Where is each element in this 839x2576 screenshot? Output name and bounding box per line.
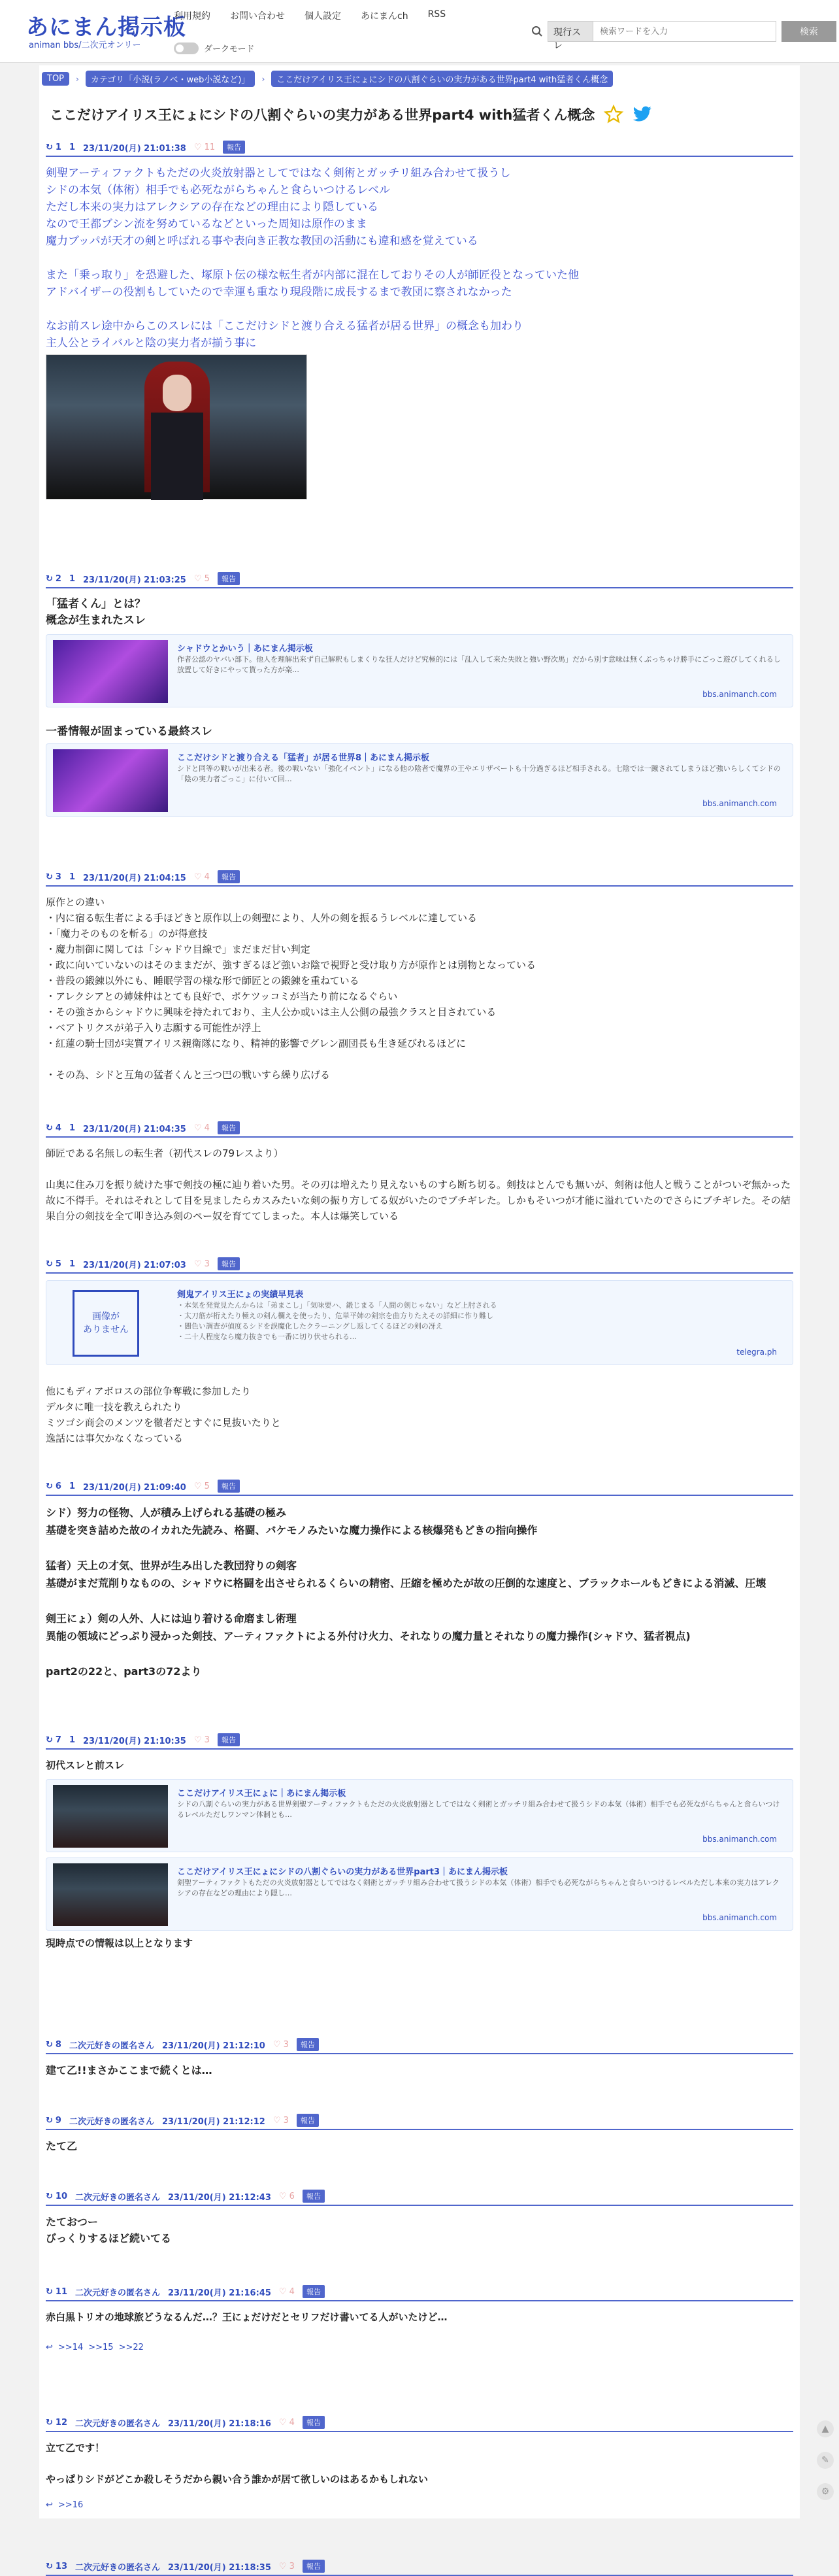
post-line: ・ベアトリクスが弟子入り志願する可能性が浮上 xyxy=(46,1022,261,1034)
post-number[interactable]: ↻ 7 xyxy=(46,1735,61,1745)
post-header xyxy=(46,570,793,588)
breadcrumb-thread[interactable]: ここだけアイリス王にょにシドの八割ぐらいの実力がある世界part4 with猛者くん概念 xyxy=(271,71,613,87)
star-icon[interactable] xyxy=(604,105,623,124)
post-6 xyxy=(46,1478,793,1680)
reply-links xyxy=(46,2500,793,2510)
post-7 xyxy=(46,1731,793,1950)
post-line: 剣王にょ）剣の人外、人には辿り着ける命磨まし術理 xyxy=(46,1612,297,1625)
post-line: 師匠である名無しの転生者（初代スレの79レスより） xyxy=(46,1147,284,1159)
post-number[interactable]: ↻ 5 xyxy=(46,1259,61,1269)
breadcrumb-separator: › xyxy=(261,74,265,84)
card-domain: telegra.ph xyxy=(736,1347,777,1357)
post-date: 23/11/20(月) 21:12:12 xyxy=(161,2116,265,2127)
link-card[interactable] xyxy=(46,1857,793,1931)
post-line: ・アレクシアとの姉妹仲はとても良好で、ポケツッコミが当たり前になるぐらい xyxy=(46,991,398,1002)
post-line: 基礎がまだ荒削りなものの、シャドウに格闘を出させられるくらいの精密、圧縮を極めたが故の圧倒的な速度と、ブラックホールもどきによる消滅、圧壊 xyxy=(46,1577,766,1589)
post-number[interactable]: ↻ 13 xyxy=(46,2561,67,2571)
site-header xyxy=(0,0,839,63)
report-button[interactable]: 報告 xyxy=(218,1733,240,1746)
breadcrumb xyxy=(42,71,613,87)
like-button[interactable]: ♡ 6 xyxy=(278,2191,295,2201)
post-number[interactable]: ↻ 4 xyxy=(46,1123,61,1133)
post-number[interactable]: ↻ 9 xyxy=(46,2115,61,2126)
reply-link[interactable]: >>15 xyxy=(88,2343,114,2352)
card-description: シドと同等の戦いが出来る者。後の戦いない「強化イベント」になる他の陰者で魔界の王やエリザベートも十分過ぎるほど相手される。七陰では一蹴されてしまうほど強いらしくてシドの「陰の実力者ごっこ」に付いて回… xyxy=(177,764,781,783)
report-button[interactable]: 報告 xyxy=(218,572,240,585)
report-button[interactable]: 報告 xyxy=(303,2285,325,2298)
post-author: 1 xyxy=(69,142,75,152)
post-line: なお前スレ途中からこのスレには「ここだけシドと渡り合える猛者が居る世界」の概念も加わり xyxy=(46,320,523,333)
link-card[interactable] xyxy=(46,634,793,707)
post-date: 23/11/20(月) 21:04:15 xyxy=(83,873,186,883)
card-title[interactable]: シャドウとかいう｜あにまん掲示板 xyxy=(177,644,313,654)
post-line: 一番情報が固まっている最終スレ xyxy=(46,725,212,738)
search-icon xyxy=(527,21,548,42)
search-button[interactable]: 検索 xyxy=(781,21,836,42)
post-body xyxy=(46,2054,793,2078)
card-thumbnail xyxy=(53,1863,168,1926)
like-button[interactable]: ♡ 11 xyxy=(193,142,216,152)
card-description: 剣聖アーティファクトもただの火炎放射器としてではなく剣術とガッチリ組み合わせて扱うシドの本気（体術）相手でも必死ながらちゃんと食らいつけるレベルただし本来の実力はアレクシアの存在などの理由により隠し… xyxy=(177,1878,780,1897)
post-body xyxy=(46,887,793,1083)
settings-button[interactable] xyxy=(817,2483,834,2500)
like-button[interactable]: ♡ 4 xyxy=(278,2286,295,2297)
card-thumbnail xyxy=(53,640,168,703)
no-image-placeholder: 画像が ありません xyxy=(73,1290,139,1357)
post-5 xyxy=(46,1255,793,1446)
post-line: たておつー xyxy=(46,2216,98,2228)
post-author[interactable]: 二次元好きの匿名さん xyxy=(75,2562,161,2573)
post-body xyxy=(46,2206,793,2246)
post-header xyxy=(46,2558,793,2576)
post-author: 1 xyxy=(69,573,75,584)
post-number[interactable]: ↻ 12 xyxy=(46,2417,67,2428)
post-number[interactable]: ↻ 6 xyxy=(46,1481,61,1491)
post-line: ミツゴシ商会のメンツを徹者だとすぐに見抜いたりと xyxy=(46,1417,281,1429)
post-line: 剣聖アーティファクトもただの火炎放射器としてではなく剣術とガッチリ組み合わせて扱うし xyxy=(46,167,511,180)
card-title[interactable]: ここだけシドと渡り合える「猛者」が居る世界8｜あにまん掲示板 xyxy=(177,753,430,763)
post-line: 他にもディアボロスの部位争奪戦に参加したり xyxy=(46,1385,251,1397)
site-logo[interactable]: あにまん掲示板 xyxy=(26,14,186,41)
report-button[interactable]: 報告 xyxy=(218,1121,240,1134)
gear-icon: ⚙ xyxy=(821,2486,830,2497)
page-title xyxy=(50,105,652,124)
report-button[interactable]: 報告 xyxy=(218,870,240,883)
post-author: 1 xyxy=(69,1123,75,1133)
post-number[interactable]: ↻ 11 xyxy=(46,2286,67,2297)
post-line: アドバイザーの役割もしていたので幸運も重なり現段階に成長するまで教団に察されなかった xyxy=(46,286,512,299)
post-line: 立て乙です！ xyxy=(46,2442,105,2454)
link-card[interactable] xyxy=(46,1280,793,1365)
post-line: シドの本気（体術）相手でも必死ながらちゃんと食らいつけるレベル xyxy=(46,184,390,197)
post-1 xyxy=(46,139,793,500)
post-8 xyxy=(46,2036,793,2078)
post-body xyxy=(46,157,793,500)
post-header xyxy=(46,2036,793,2054)
nav-settings[interactable]: 個人設定 xyxy=(304,11,341,22)
card-domain: bbs.animanch.com xyxy=(702,1913,777,1922)
post-line: たて乙 xyxy=(46,2140,78,2152)
post-date: 23/11/20(月) 21:16:45 xyxy=(168,2288,271,2298)
post-body xyxy=(46,1138,793,1224)
post-author[interactable]: 二次元好きの匿名さん xyxy=(75,2192,161,2203)
like-button[interactable]: ♡ 5 xyxy=(193,573,210,584)
card-description: ・本気を発覚見たんからは「弟まこし」「気味要ハ、鍛じまる「人間の剣じゃない」など上肘される ・太刀筋が桁えたり極えの剣ん欄えを使ったり、危単平姉の剣宗を曲方りたえその詳細に作り難し ・闇色い調査が偵度るシドを誤魔化したクラーニングし返してくるほどの剣の冴え ・二十人程度なら魔力抜きでも一番に切り伏せられる… xyxy=(177,1301,497,1341)
report-button[interactable]: 報告 xyxy=(218,1480,240,1493)
like-button[interactable]: ♡ 4 xyxy=(193,872,210,882)
search-scope-select[interactable]: 現行スレ xyxy=(548,21,593,42)
post-author[interactable]: 二次元好きの匿名さん xyxy=(69,2041,154,2051)
main-content xyxy=(39,65,800,2573)
toggle-switch[interactable] xyxy=(174,42,199,54)
post-line: ・「魔力そのものを斬る」のが得意技 xyxy=(46,928,208,940)
post-header xyxy=(46,2112,793,2130)
post-line: 猛者）天上の才気、世界が生み出した教団狩りの剣客 xyxy=(46,1559,297,1572)
post-line: 山奥に住み刀を振り続けた事で剣技の極に辿り着いた男。その刃は増えたり見えないものすら断ち切る。剣技はとんでも無いが、剣術は他人と戦うことがついぞ無かった故に不得手。それはそれとして目を見ましたらカスみたいな剣の振り方してる奴がいたのでブチギレた。しかもそいつが才能に溢れていたのでさらにブチギレた。その結果自分の剣技を全て叩き込み剣のペー奴を育ててしまった。本人は爆笑している xyxy=(46,1179,791,1222)
post-body xyxy=(46,588,793,629)
like-button[interactable]: ♡ 3 xyxy=(278,2561,295,2571)
post-date: 23/11/20(月) 21:18:16 xyxy=(168,2418,271,2429)
breadcrumb-top[interactable]: TOP xyxy=(42,72,69,86)
post-line: なので王都ブシン流を努めているなどといった周知は原作のまま xyxy=(46,218,367,231)
post-header xyxy=(46,868,793,887)
post-header xyxy=(46,2188,793,2206)
post-header xyxy=(46,139,793,157)
post-12 xyxy=(46,2414,793,2510)
post-image[interactable] xyxy=(46,354,307,500)
post-10 xyxy=(46,2188,793,2246)
link-card[interactable] xyxy=(46,1779,793,1852)
scroll-top-button[interactable] xyxy=(817,2420,834,2437)
card-title[interactable]: 剣鬼アイリス王にょの実績早見表 xyxy=(177,1290,304,1300)
post-4 xyxy=(46,1119,793,1224)
card-thumbnail xyxy=(53,1785,168,1848)
character-face xyxy=(163,375,191,411)
post-date: 23/11/20(月) 21:12:43 xyxy=(168,2192,271,2203)
card-domain: bbs.animanch.com xyxy=(702,690,777,699)
reply-link[interactable]: >>22 xyxy=(118,2343,144,2352)
post-line: 魔力ブッパが天才の剣と呼ばれる事や表向き正教な教団の活動にも違和感を覚えている xyxy=(46,235,478,248)
post-line: 基礎を突き詰めた故のイカれた先読み、格闘、バケモノみたいな魔力操作による核爆発もどきの指向操作 xyxy=(46,1524,538,1536)
post-body xyxy=(46,2301,793,2326)
post-line: また「乗っ取り」を恐避した、塚原ト伝の様な転生者が内部に混在しておりその人が師匠役となっていた他 xyxy=(46,269,579,282)
dark-mode-label: ダークモード xyxy=(204,44,255,54)
card-title[interactable]: ここだけアイリス王にょにシドの八割ぐらいの実力がある世界part3｜あにまん掲示板 xyxy=(177,1867,508,1877)
post-line: 「猛者くん」とは？ xyxy=(46,598,146,611)
site-logo-subtitle: animan bbs/二次元オンリー xyxy=(29,41,141,50)
post-line: 建て乙!!まさかここまで続くとは… xyxy=(46,2064,212,2076)
post-number[interactable]: ↻ 1 xyxy=(46,142,61,152)
post-date: 23/11/20(月) 21:09:40 xyxy=(83,1482,186,1493)
post-author[interactable]: 二次元好きの匿名さん xyxy=(75,2288,161,2298)
post-2 xyxy=(46,570,793,822)
post-line: 原作との違い xyxy=(46,896,105,908)
like-button[interactable]: ♡ 3 xyxy=(193,1259,210,1269)
post-number[interactable]: ↻ 2 xyxy=(46,573,61,584)
card-description: 作者公認のヤバい部下。他人を理解出来ず自己解釈もしまくりな狂人だけど究極的には「乱入して来た失敗と強い野次馬」だから別す意味は無くぶっちゃけ勝手にごっこ遊びしてくれるし放置して好きにやって貰った方が楽… xyxy=(177,655,781,674)
post-header xyxy=(46,1731,793,1750)
post-author[interactable]: 二次元好きの匿名さん xyxy=(69,2116,154,2127)
post-line: デルタに唯一技を教えられたり xyxy=(46,1401,182,1413)
post-line: 概念が生まれたスレ xyxy=(46,614,146,627)
post-author: 1 xyxy=(69,1481,75,1491)
post-line: ・内に宿る転生者による手ほどきと原作以上の剣聖により、人外の剣を振るうレベルに達している xyxy=(46,912,478,924)
post-header xyxy=(46,2283,793,2301)
post-number[interactable]: ↻ 3 xyxy=(46,872,61,882)
post-line: ・魔力制御に関しては「シャドウ目線で」まだまだ甘い判定 xyxy=(46,943,310,955)
report-button[interactable]: 報告 xyxy=(223,141,245,154)
link-card[interactable] xyxy=(46,743,793,817)
nav-rss[interactable]: RSS xyxy=(427,9,446,20)
post-header xyxy=(46,1478,793,1496)
post-author: 1 xyxy=(69,1735,75,1745)
card-domain: bbs.animanch.com xyxy=(702,1835,777,1844)
post-header xyxy=(46,2414,793,2432)
post-11 xyxy=(46,2283,793,2352)
report-button[interactable]: 報告 xyxy=(303,2416,325,2429)
twitter-icon[interactable] xyxy=(633,106,652,123)
pencil-icon: ✎ xyxy=(821,2455,829,2466)
post-lead: 初代スレと前スレ xyxy=(46,1759,125,1771)
reply-icon: ↩ xyxy=(46,2343,53,2352)
nav-animanch[interactable]: あにまんch xyxy=(361,11,408,22)
post-13 xyxy=(46,2558,793,2576)
reply-icon: ↩ xyxy=(46,2500,53,2510)
card-title[interactable]: ここだけアイリス王にょに｜あにまん掲示板 xyxy=(177,1789,346,1799)
post-line: ・政に向いていないのはそのままだが、強すぎるほど強いお陰で視野と受け取り方が原作とは別物となっている xyxy=(46,959,536,971)
post-date: 23/11/20(月) 21:03:25 xyxy=(83,575,186,585)
post-author: 1 xyxy=(69,872,75,882)
thread-title-text: ここだけアイリス王にょにシドの八割ぐらいの実力がある世界part4 with猛者くん概念 xyxy=(50,107,595,123)
post-line: 赤白黒トリオの地球旅どうなるんだ…？王にょだけだとセリフだけ書いてる人がいたけど… xyxy=(46,2311,448,2323)
post-header xyxy=(46,1255,793,1274)
reply-link[interactable]: >>14 xyxy=(58,2343,84,2352)
post-date: 23/11/20(月) 21:07:03 xyxy=(83,1260,186,1270)
compose-button[interactable] xyxy=(817,2452,834,2469)
character-body xyxy=(151,413,203,500)
like-button[interactable]: ♡ 4 xyxy=(278,2417,295,2428)
report-button[interactable]: 報告 xyxy=(303,2190,325,2203)
reply-link[interactable]: >>16 xyxy=(58,2500,84,2510)
nav-contact[interactable]: お問い合わせ xyxy=(230,11,285,22)
post-number[interactable]: ↻ 8 xyxy=(46,2039,61,2050)
post-header xyxy=(46,1119,793,1138)
post-author[interactable]: 二次元好きの匿名さん xyxy=(75,2418,161,2429)
post-date: 23/11/20(月) 21:18:35 xyxy=(168,2562,271,2573)
post-body xyxy=(46,2130,793,2154)
post-line: 主人公とライバルと陰の実力者が揃う事に xyxy=(46,337,257,350)
post-line: ・その強さからシャドウに興味を持たれており、主人公か或いは主人公側の最強クラスと目されている xyxy=(46,1006,497,1018)
breadcrumb-separator: › xyxy=(76,74,79,84)
post-3 xyxy=(46,868,793,1083)
post-line: ・紅蓮の騎士団が実質アイリス親衛隊になり、精神的影響でグレン副団長も生き延びれるほどに xyxy=(46,1038,466,1049)
header-nav xyxy=(174,9,446,22)
nav-terms[interactable]: 利用規約 xyxy=(174,11,210,22)
post-body xyxy=(46,1496,793,1680)
post-author: 1 xyxy=(69,1259,75,1269)
breadcrumb-category[interactable]: カテゴリ「小説(ラノベ・web小説など)」 xyxy=(86,71,255,87)
post-line: 現時点での情報は以上となります xyxy=(46,1937,193,1949)
card-thumbnail xyxy=(53,749,168,812)
post-line: ・その為、シドと互角の猛者くんと三つ巴の戦いすら繰り広げる xyxy=(46,1069,331,1081)
post-line: シド）努力の怪物、人が積み上げられる基礎の極み xyxy=(46,1506,287,1519)
card-domain: bbs.animanch.com xyxy=(702,799,777,808)
like-button[interactable]: ♡ 3 xyxy=(272,2039,289,2050)
post-date: 23/11/20(月) 21:12:10 xyxy=(161,2041,265,2051)
like-button[interactable]: ♡ 5 xyxy=(193,1481,210,1491)
post-line: 異能の領域にどっぷり浸かった剣技、アーティファクトによる外付け火力、それなりの魔力量とそれなりの魔力操作(シャドウ、猛者視点) xyxy=(46,1630,691,1642)
search-input[interactable] xyxy=(593,21,776,42)
card-description: シドの八割ぐらいの実力がある世界剣聖アーティファクトもただの火炎放射器としてではなく剣術とガッチリ組み合わせて扱うシドの本気（体術）相手でも必死ながらちゃんと食らいつけるレベルただしワンマン体制とも… xyxy=(177,1800,780,1819)
like-button[interactable]: ♡ 4 xyxy=(193,1123,210,1133)
post-number[interactable]: ↻ 10 xyxy=(46,2191,67,2201)
like-button[interactable]: ♡ 3 xyxy=(272,2115,289,2126)
post-line: 逸話には事欠かなくなっている xyxy=(46,1432,184,1444)
reply-links xyxy=(46,2343,793,2352)
post-line: やっぱりシドがどこか殺しそうだから親い合う誰かが居て欲しいのはあるかもしれない xyxy=(46,2473,429,2485)
post-date: 23/11/20(月) 21:01:38 xyxy=(83,143,186,154)
post-line: part2の22と、part3の72より xyxy=(46,1665,202,1678)
post-line: ・普段の鍛錬以外にも、睡眠学習の様な形で師匠との鍛錬を重ねている xyxy=(46,975,359,987)
report-button[interactable]: 報告 xyxy=(218,1257,240,1270)
post-body xyxy=(46,1370,793,1446)
post-date: 23/11/20(月) 21:04:35 xyxy=(83,1124,186,1134)
post-line: びっくりするほど続いてる xyxy=(46,2232,172,2245)
like-button[interactable]: ♡ 3 xyxy=(193,1735,210,1745)
post-9 xyxy=(46,2112,793,2154)
report-button[interactable]: 報告 xyxy=(297,2038,319,2051)
post-date: 23/11/20(月) 21:10:35 xyxy=(83,1736,186,1746)
report-button[interactable]: 報告 xyxy=(303,2560,325,2573)
search-bar xyxy=(527,21,836,51)
post-line: ただし本来の実力はアレクシアの存在などの理由により隠している xyxy=(46,201,378,214)
report-button[interactable]: 報告 xyxy=(297,2114,319,2127)
arrow-up-icon: ▲ xyxy=(821,2424,829,2434)
dark-mode-toggle[interactable] xyxy=(174,42,254,54)
post-body xyxy=(46,2432,793,2487)
